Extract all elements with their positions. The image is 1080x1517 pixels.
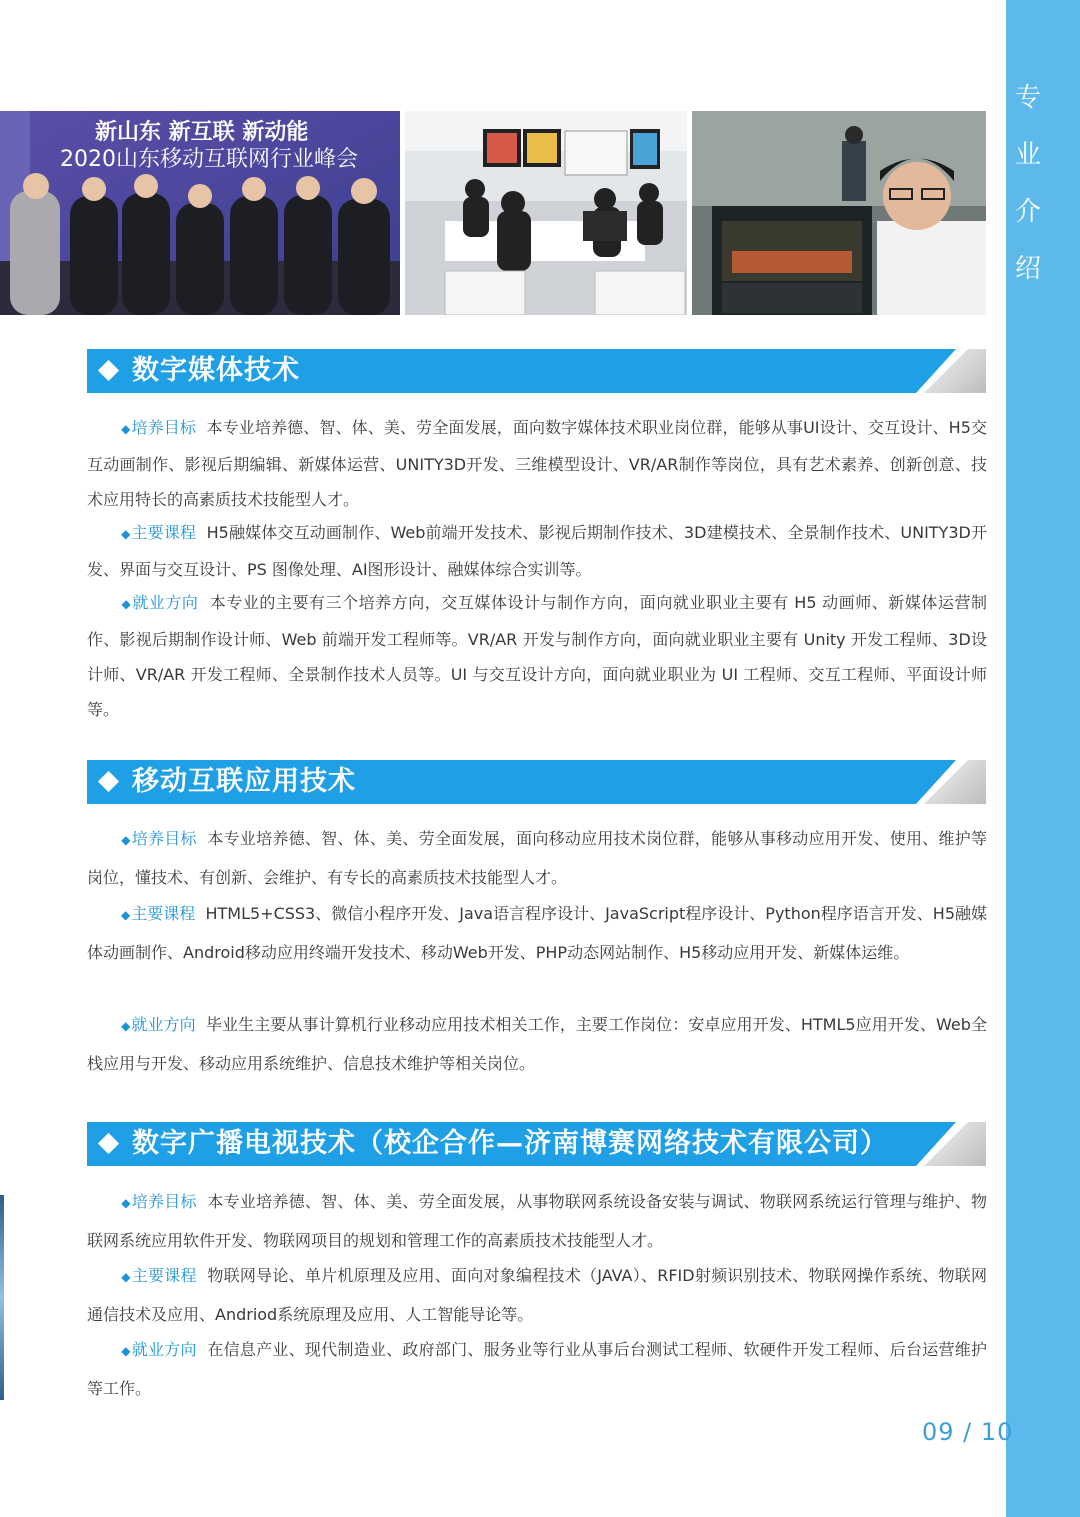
paragraph-jobs bbox=[87, 585, 987, 727]
paragraph-goal bbox=[87, 1183, 987, 1259]
label-goal: 培养目标 bbox=[131, 418, 196, 437]
photo-banner-line1: 新山东 新互联 新动能 bbox=[95, 119, 309, 145]
diamond-icon: ◆ bbox=[121, 1270, 131, 1284]
goal-text: 本专业培养德、智、体、美、劳全面发展，面向移动应用技术岗位群，能够从事移动应用开发、使用、维护等岗位，懂技术、有创新、会维护、有专长的高素质技术技能型人才。 bbox=[87, 829, 987, 887]
courses-text: 物联网导论、单片机原理及应用、面向对象编程技术（JAVA）、RFID射频识别技术、物联网操作系统、物联网通信技术及应用、Andriod系统原理及应用、人工智能导论等。 bbox=[87, 1266, 987, 1324]
label-courses: 主要课程 bbox=[131, 904, 196, 923]
side-title-char: 业 bbox=[1014, 140, 1041, 170]
courses-text: H5融媒体交互动画制作、Web前端开发技术、影视后期制作技术、3D建模技术、全景制作技术、UNITY3D开发、界面与交互设计、PS 图像处理、AI图形设计、融媒体综合实训等。 bbox=[87, 523, 987, 579]
section-title: 数字媒体技术 bbox=[132, 355, 300, 386]
paragraph-jobs bbox=[87, 1006, 987, 1082]
jobs-text: 毕业生主要从事计算机行业移动应用技术相关工作，主要工作岗位：安卓应用开发、HTML5应用开发、Web全栈应用与开发、移动应用系统维护、信息技术维护等相关岗位。 bbox=[87, 1015, 987, 1073]
side-title-char: 专 bbox=[1014, 83, 1041, 113]
jobs-text: 在信息产业、现代制造业、政府部门、服务业等行业从事后台测试工程师、软硬件开发工程师、后台运营维护等工作。 bbox=[87, 1340, 987, 1398]
diamond-icon: ◆ bbox=[121, 422, 131, 436]
diamond-icon: ◆ bbox=[121, 833, 131, 847]
diamond-icon: ◆ bbox=[121, 908, 131, 922]
section-title: 移动互联应用技术 bbox=[132, 766, 356, 797]
paragraph-goal bbox=[87, 820, 987, 896]
side-title-char: 绍 bbox=[1014, 254, 1041, 284]
photo-banner-line2: 2020山东移动互联网行业峰会 bbox=[60, 147, 358, 172]
left-edge-image-sliver bbox=[0, 1195, 4, 1400]
photo-group-portrait bbox=[0, 111, 400, 315]
diamond-icon: ◆ bbox=[121, 597, 132, 611]
paragraph-courses bbox=[87, 895, 987, 971]
goal-text: 本专业培养德、智、体、美、劳全面发展，从事物联网系统设备安装与调试、物联网系统运行管理与维护、物联网系统应用软件开发、物联网项目的规划和管理工作的高素质技术技能型人才。 bbox=[87, 1192, 987, 1250]
jobs-text: 本专业的主要有三个培养方向，交互媒体设计与制作方向，面向就业职业主要有 H5 动画师、新媒体运营制作、影视后期制作设计师、Web 前端开发工程师等。VR/AR 开发与制作方向，面向就业职业主要有 Unity 开发工程师、3D设计师、VR/AR 开发工程师、全景制作技术人员等。UI 与交互设计方向，面向就业职业为 UI 工程师、交互工程师、平面设计师等。 bbox=[87, 593, 987, 719]
paragraph-courses bbox=[87, 1257, 987, 1333]
goal-text: 本专业培养德、智、体、美、劳全面发展，面向数字媒体技术职业岗位群，能够从事UI设计、交互设计、H5交互动画制作、影视后期编辑、新媒体运营、UNITY3D开发、三维模型设计、VR/AR制作等岗位，具有艺术素养、创新创意、技术应用特长的高素质技术技能型人才。 bbox=[87, 418, 987, 509]
courses-text: HTML5+CSS3、微信小程序开发、Java语言程序设计、JavaScript程序设计、Python程序语言开发、H5融媒体动画制作、Android移动应用终端开发技术、移动Web开发、PHP动态网站制作、H5移动应用开发、新媒体运维。 bbox=[87, 904, 988, 962]
diamond-icon: ◆ bbox=[121, 1019, 131, 1033]
label-jobs: 就业方向 bbox=[131, 1015, 196, 1034]
label-goal: 培养目标 bbox=[131, 829, 197, 848]
label-courses: 主要课程 bbox=[131, 523, 197, 542]
diamond-icon: ◆ bbox=[121, 1344, 131, 1358]
section-header-mobile-internet bbox=[87, 760, 986, 804]
photo-student-monitor bbox=[692, 111, 986, 315]
paragraph-goal bbox=[87, 410, 987, 517]
section-header-digital-media bbox=[87, 349, 986, 393]
side-title-char: 介 bbox=[1014, 197, 1041, 227]
section-header-digital-broadcast bbox=[87, 1122, 986, 1166]
paragraph-courses bbox=[87, 515, 987, 587]
label-jobs: 就业方向 bbox=[131, 1340, 197, 1359]
side-title bbox=[1006, 70, 1050, 298]
label-courses: 主要课程 bbox=[131, 1266, 197, 1285]
section-title: 数字广播电视技术（校企合作—济南博赛网络技术有限公司） bbox=[132, 1128, 888, 1159]
page-number: 09 / 10 bbox=[922, 1418, 1014, 1446]
photo-classroom bbox=[405, 111, 687, 315]
diamond-icon: ◆ bbox=[121, 527, 131, 541]
label-jobs: 就业方向 bbox=[132, 593, 199, 612]
paragraph-jobs bbox=[87, 1331, 987, 1407]
label-goal: 培养目标 bbox=[131, 1192, 197, 1211]
diamond-icon: ◆ bbox=[121, 1196, 131, 1210]
